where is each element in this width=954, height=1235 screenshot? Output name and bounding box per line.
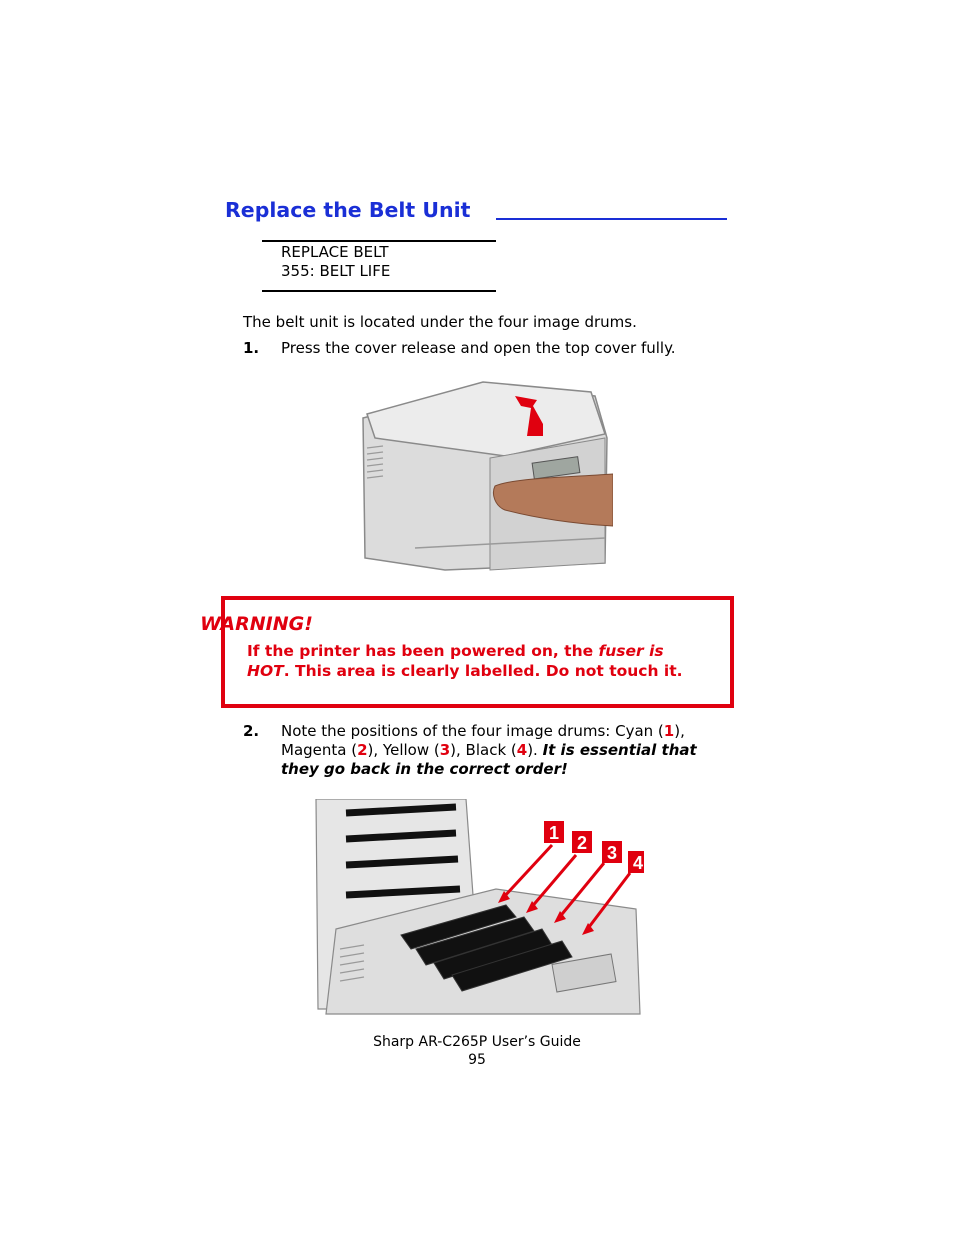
- drum-callout-4: 4: [632, 853, 644, 873]
- lcd-line-2: 355: BELT LIFE: [281, 262, 391, 280]
- step-1-number: 1.: [243, 339, 260, 357]
- drum-callout-3: 3: [606, 843, 618, 863]
- warning-title: WARNING!: [200, 613, 313, 635]
- step-2-line-1: Note the positions of the four image drums: Cyan (1),: [281, 722, 685, 740]
- drum-callout-1: 1: [548, 823, 560, 843]
- footer-guide-title: Sharp AR-C265P User’s Guide: [373, 1034, 581, 1050]
- intro-text: The belt unit is located under the four image drums.: [243, 313, 637, 331]
- footer-page-number: 95: [468, 1052, 486, 1068]
- step-2-number: 2.: [243, 722, 260, 740]
- warning-line-2: HOT. This area is clearly labelled. Do not touch it.: [247, 662, 683, 680]
- page-title: Replace the Belt Unit: [225, 198, 471, 222]
- lcd-line-1: REPLACE BELT: [281, 243, 389, 261]
- drum-callout-2: 2: [576, 833, 588, 853]
- step-2-line-3: they go back in the correct order!: [281, 760, 568, 778]
- warning-line-1: If the printer has been powered on, the fuser is: [247, 642, 664, 660]
- image-drums-figure: [306, 799, 644, 1017]
- step-2-line-2: Magenta (2), Yellow (3), Black (4). It is essential that: [281, 741, 697, 759]
- step-1-text: Press the cover release and open the top cover fully.: [281, 339, 676, 357]
- printer-open-cover-figure: [355, 378, 613, 572]
- title-rule: [496, 218, 727, 220]
